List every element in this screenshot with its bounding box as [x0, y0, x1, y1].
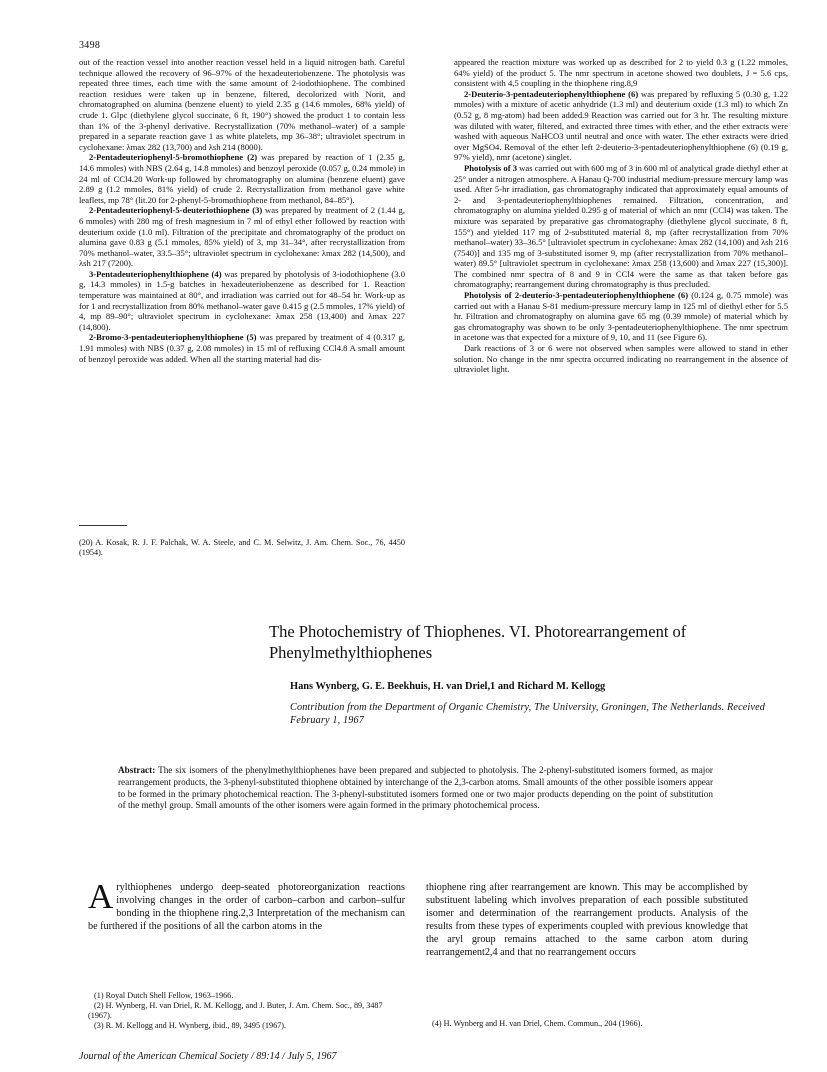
footnotes-left	[88, 991, 405, 1031]
paragraph: Dark reactions of 3 or 6 were not observed when samples were allowed to stand in ether solution. No change in the nmr spectra occurred indicating no rearrangement in the absence of ultraviolet light.	[454, 343, 788, 375]
paragraph: Photolysis of 3 was carried out with 600 mg of 3 in 600 ml of analytical grade diethyl ether at 25° under a nitrogen atmosphere. A Hanau Q-700 industrial medium-pressure mercury lamp was used. After 5-hr irradiation, gas chromatography indicated that approximately equal amounts of 2- and 3-pentadeuteriophenylthiophenes remained. Filtration, concentration, and chromatography on alumina yielded 0.295 g of material of which an nmr (CCl4) was taken. The mixture was separated by preparative gas chromatography (diethylene glycol succinate, 8 ft, 155°) and yielded 117 mg of 2-substituted material 8, mp (after recrystallization from 70% methanol–water) 33–36.5° [ultraviolet spectrum in cyclohexane: λmax 282 (14,100) and λsh 216 (7540)] and 135 mg of 3-substituted isomer 9, mp (after recrystallization from 70% methanol–water) 89.5° [ultraviolet spectrum in cyclohexane: λmax 258 (13,600) and λmax 227 (15,300)]. The combined nmr spectra of 8 and 9 in CCl4 were the same as that taken before gas chromatography; rearrangement during chromatography is thus precluded.	[454, 162, 788, 290]
footnote: (3) R. M. Kellogg and H. Wynberg, ibid., 89, 3495 (1967).	[94, 1020, 287, 1030]
drop-cap: A	[88, 877, 114, 916]
paragraph: 2-Pentadeuteriophenyl-5-bromothiophene (2) was prepared by reaction of 1 (2.35 g, 14.6 mmoles) with NBS (2.64 g, 14.8 mmoles) and benzoyl peroxide (0.057 g, 0.24 mmole) in 24 ml of CCl4.20 Work-up followed by chromatography on alumina (benzene eluent) gave 2.89 g (1.2 mmoles, 81% yield) of crude 2. Recrystallization from methanol gave white leaflets, mp 78° (lit.20 for 2-phenyl-5-bromothiophene from methanol, 84–85°).	[79, 152, 405, 205]
footnote: (2) H. Wynberg, H. van Driel, R. M. Kellogg, and J. Buter, J. Am. Chem. Soc., 89, 3487 (1967).	[88, 1000, 383, 1020]
paragraph: 2-Pentadeuteriophenyl-5-deuteriothiophene (3) was prepared by treatment of 2 (1.44 g, 6 mmoles) with 280 mg of fresh magnesium in 7 ml of ethyl ether followed by reaction with deuterium oxide (1.0 ml). Filtration of the precipitate and chromatography of the product on alumina gave 0.83 g (5.1 mmoles, 85% yield) of 3, mp 31–34°, after recrystallization from 70% methanol–water, 33.5–35°; ultraviolet spectrum in cyclohexane: λmax 282 (14,500), and λsh 217 (7200).	[79, 205, 405, 269]
paragraph: 2-Deuterio-3-pentadeuteriophenylthiophene (6) was prepared by refluxing 5 (0.30 g, 1.22 mmoles) with a mixture of acetic anhydride (1.3 ml) and deuterium oxide (1.3 ml) to which Zn (0.52 g, 8 mg-atom) had been added.9 Reaction was carried out for 3 hr. The resulting mixture was diluted with water, filtered, and extracted three times with ether, and the ether extracts were washed with aqueous NaHCO3 until neutral and once with water. The ether extracts were dried over MgSO4. Removal of the ether left 2-deuterio-3-pentadeuteriophenylthiophene (6) (0.19 g, 97% yield), nmr (acetone) singlet.	[454, 88, 788, 163]
paragraph: Photolysis of 2-deuterio-3-pentadeuteriophenylthiophene (6) (0.124 g, 0.75 mmole) was carried out with a Hanau S-81 medium-pressure mercury lamp in 125 ml of diethyl ether for 5.5 hr. Filtration and chromatography on alumina gave 65 mg (0.39 mmole) of material which by gas chromatography was shown to be only 3-pentadeuteriophenylthiophene. The nmr spectrum in acetone was that expected for a mixture of 9, 10, and 11 (see Figure 6).	[454, 290, 788, 343]
intro-left-column	[88, 877, 405, 933]
intro-right-column: thiophene ring after rearrangement are known. This may be accomplished by substituent labeling which involves preparation of each possible substituted isomer and determination of the rearrangement products. Analysis of the results from these types of experiments coupled with previous knowledge that the aryl group remains attached to the same carbon atom during rearrangement2,4 and that no rearrangement occurs	[426, 882, 748, 959]
experimental-right-column	[454, 57, 788, 375]
abstract-label: Abstract:	[118, 765, 156, 775]
article-affiliation: Contribution from the Department of Organic Chemistry, The University, Groningen, The Netherlands. Received February 1, 1967	[290, 702, 765, 726]
experimental-left-column	[79, 57, 405, 364]
article-title: The Photochemistry of Thiophenes. VI. Photorearrangement of Phenylmethylthiophenes	[269, 622, 687, 662]
intro-text-left: rylthiophenes undergo deep-seated photoreorganization reactions involving changes in the order of carbon–carbon and carbon–sulfur bonding in the thiophene ring.2,3 Interpretation of the mechanism can be furthered if the positions of all the carbon atoms in the	[88, 882, 405, 933]
paragraph: appeared the reaction mixture was worked up as described for 2 to yield 0.3 g (1.22 mmoles, 64% yield) of the product 5. The nmr spectrum in acetone showed two doublets, J = 5.6 cps, consistent with 4,5 coupling in the thiophene ring.8,9	[454, 57, 788, 89]
abstract	[118, 765, 713, 812]
page-number: 3498	[79, 40, 101, 51]
footnote-20: (20) A. Kosak, R. J. F. Palchak, W. A. Steele, and C. M. Selwitz, J. Am. Chem. Soc., 76, 4450 (1954).	[79, 538, 405, 557]
paragraph: 3-Pentadeuteriophenylthiophene (4) was prepared by photolysis of 3-iodothiophene (3.0 g, 14.3 mmoles) in 1.5-g batches in hexadeuteriobenzene as described for 1. Reaction temperature was maintained at 80°, and irradiation was carried out for 48–54 hr. Work-up as for 1 and recrystallization from 80% methanol–water gave 0.415 g (2.5 mmoles, 17% yield) of 4, mp 89–90°; ultraviolet spectrum in cyclohexane: λmax 258 (13,400) and λmax 227 (14,800).	[79, 268, 405, 332]
footnote-divider	[79, 525, 127, 526]
article-authors: Hans Wynberg, G. E. Beekhuis, H. van Driel,1 and Richard M. Kellogg	[290, 681, 606, 692]
footnote: (1) Royal Dutch Shell Fellow, 1963–1966.	[94, 991, 234, 1000]
paragraph: out of the reaction vessel into another reaction vessel held in a liquid nitrogen bath. Careful technique allowed the recovery of 96–97% of the hexadeuteriobenzene. The photolysis was repeated three times, each time with the same amount of 2-iodothiophene. The combined reaction residues were taken up in benzene, filtered, decolorized with Norit, and chromatographed on alumina (benzene eluent) to yield 2.35 g (14.6 mmoles, 68% yield) of crude 1. Glpc (diethylene glycol succinate, 6 ft, 190°) showed the product 1 to contain less than 1% of the 3-phenyl derivative. Recrystallization (70% methanol–water) of a sample prepared in a separate reaction gave 1 as white platelets, mp 36–38°; ultraviolet spectrum in cyclohexane: λmax 282 (13,700) and λsh 214 (8000).	[79, 57, 405, 152]
paragraph: 2-Bromo-3-pentadeuteriophenylthiophene (5) was prepared by treatment of 4 (0.317 g, 1.91 mmoles) with NBS (0.37 g, 2.08 mmoles) in 15 ml of refluxing CCl4.8 A small amount of benzoyl peroxide was added. When all the starting material had dis-	[79, 332, 405, 364]
footnote-right: (4) H. Wynberg and H. van Driel, Chem. Commun., 204 (1966).	[432, 1019, 643, 1028]
journal-footer: Journal of the American Chemical Society / 89:14 / July 5, 1967	[79, 1051, 337, 1062]
abstract-text: The six isomers of the phenylmethylthiophenes have been prepared and subjected to photolysis. The 2-phenyl-substituted isomers formed, as major rearrangement products, the 3-phenyl-substituted thiophene obtained by interchange of the 2,3-carbon atoms. Small amounts of the other possible isomers appear to be formed in the primary photochemical reaction. The 3-phenyl-substituted isomers formed one or two major products depending on the point of substitution of the methyl group. Small amounts of the other isomers were again formed in the primary photochemical process.	[118, 765, 713, 811]
